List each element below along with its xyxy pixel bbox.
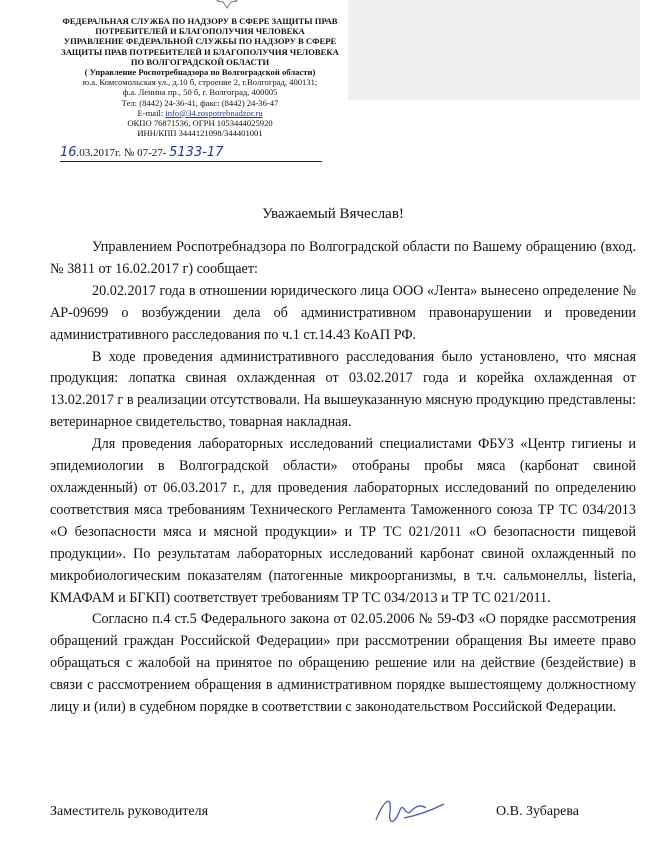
address-line: ф.а. Ленина пр., 50 б, г. Волгоград, 400005 — [122, 87, 278, 98]
agency-short-name: ( Управление Роспотребнадзора по Волгоградской области) — [84, 67, 316, 78]
registration-number: 5133-17 — [169, 145, 224, 160]
signer-title: Заместитель руководителя — [50, 804, 209, 819]
redacted-addressee — [348, 0, 640, 100]
paragraph: Согласно п.4 ст.5 Федерального закона от 02.05.2006 № 59-ФЗ «О порядке рассмотрения обращений граждан Российской Федерации» при рассмотрении обращения Вы имеете право обращаться с жалобой на принятое по обращению решение или на действие (бездействие) в связи с рассмотрением обращения в административном порядке вышестоящему должностному лицу и (или) в судебном порядке в соответствии с законодательством Российской Федерации. — [50, 611, 636, 716]
paragraph: Управлением Роспотребнадзора по Волгоградской области по Вашему обращению (вход.№ 3811 от 16.02.2017 г) сообщает: — [50, 239, 636, 277]
agency-line: ПО ВОЛГОГРАДСКОЙ ОБЛАСТИ — [130, 56, 270, 67]
coat-of-arms-icon — [215, 0, 239, 10]
registration-date: .03.2017г. № 07-27- — [76, 147, 167, 159]
phone-line: Тел: (8442) 24-36-41, факс: (8442) 24-36-47 — [121, 97, 279, 108]
email-line — [50, 108, 350, 118]
handwritten-signature-icon — [370, 790, 450, 834]
registration-line — [60, 145, 322, 160]
greeting: Уважаемый Вячеслав! — [262, 206, 404, 222]
paragraph: В ходе проведения административного расследования было установлено, что мясная продукция: лопатка свиная охлажденная от 03.02.2017 года и корейка охлажденная от 13.02.2017 г в реализации отсутствовали. На вышеуказанную мясную продукцию представлены: ветеринарное свидетельство, товарная накладная. — [50, 348, 636, 431]
signer-name: О.В. Зубарева — [496, 804, 579, 819]
paragraph: 20.02.2017 года в отношении юридического лица ООО «Лента» вынесено определение № АР-09699 о возбуждении дела об административном правонарушении и проведении административного расследования по ч.1 ст.14.43 КоАП РФ. — [50, 282, 636, 343]
registration-underline — [60, 161, 322, 162]
agency-line: ПОТРЕБИТЕЛЕЙ И БЛАГОПОЛУЧИЯ ЧЕЛОВЕКА — [95, 26, 305, 37]
agency-line: ЗАЩИТЫ ПРАВ ПОТРЕБИТЕЛЕЙ И БЛАГОПОЛУЧИЯ ЧЕЛОВЕКА — [61, 46, 339, 57]
agency-line: ФЕДЕРАЛЬНАЯ СЛУЖБА ПО НАДЗОРУ В СФЕРЕ ЗАЩИТЫ ПРАВ — [62, 16, 338, 26]
okpo-ogrn-line: ОКПО 76871536, ОГРН 1053444025920 — [127, 118, 273, 129]
agency-line: УПРАВЛЕНИЕ ФЕДЕРАЛЬНОЙ СЛУЖБЫ ПО НАДЗОРУ В СФЕРЕ — [63, 36, 337, 47]
letter-body — [50, 237, 636, 719]
email-link[interactable]: info@34.rospotrebnadzor.ru — [165, 107, 263, 118]
inn-kpp-line: ИНН/КПП 3444121098/344401001 — [137, 128, 263, 139]
paragraph: Для проведения лабораторных исследований специалистами ФБУЗ «Центр гигиены и эпидемиологии в Волгоградской области» отобраны пробы мяса (карбонат свиной охлажденный) от 06.03.2017 г., для проведения лабораторных исследований по определению соответствия мяса требованиям Технического Регламента Таможенного союза ТР ТС 034/2013 «О безопасности мяса и мясной продукции» и ТР ТС 021/2011 «О безопасности пищевой продукции». По результатам лабораторных исследований карбонат свиной охлажденный по микробиологическим показателям (патогенные микроорганизмы, в т.ч. сальмонеллы, listeria, КМАФАМ и БГКП) соответствует требованиям ТР ТС 034/2013 и ТР ТС 021/2011. — [50, 436, 636, 606]
email-label: E-mail: — [137, 107, 166, 118]
address-line: ю.а. Комсомольская ул., д.10 б, строение 2, г.Волгоград, 400131; — [82, 77, 318, 88]
registration-day: 16 — [60, 145, 77, 160]
letterhead — [50, 0, 350, 138]
